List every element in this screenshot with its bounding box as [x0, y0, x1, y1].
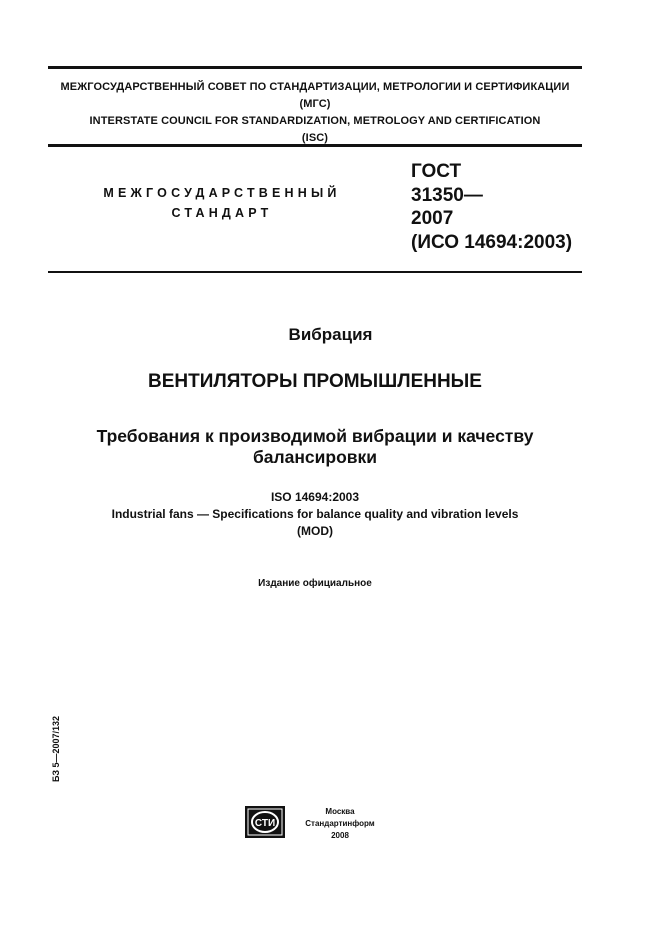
standard-type [72, 183, 372, 223]
publisher-logo-text: СТИ [254, 818, 276, 829]
subtitle-line1: Требования к производимой вибрации и качеству [96, 426, 534, 446]
council-en: INTERSTATE COUNCIL FOR STANDARDIZATION, METROLOGY AND CERTIFICATION [89, 115, 541, 127]
subtitle-line2: балансировки [252, 447, 378, 467]
category-title: Вибрация [288, 325, 373, 344]
publisher-block [300, 806, 380, 842]
edition-label: Издание официальное [258, 578, 372, 589]
middle-rule [48, 144, 582, 147]
designation [411, 160, 572, 254]
council-header [48, 79, 582, 147]
designation-prefix: ГОСТ [411, 161, 462, 182]
publisher-logo-icon [245, 806, 285, 838]
iso-reference [0, 489, 630, 540]
publisher-name: Стандартинформ [305, 819, 375, 828]
council-en-abbr: (ISC) [301, 132, 329, 144]
lower-rule [48, 271, 582, 273]
designation-iso-ref: (ИСО 14694:2003) [411, 231, 573, 253]
designation-year: 2007 [411, 208, 454, 229]
council-ru: МЕЖГОСУДАРСТВЕННЫЙ СОВЕТ ПО СТАНДАРТИЗАЦИИ, МЕТРОЛОГИИ И СЕРТИФИКАЦИИ [60, 81, 570, 93]
iso-mod: (MOD) [297, 524, 333, 538]
iso-number: ISO 14694:2003 [270, 490, 360, 504]
top-rule [48, 66, 582, 69]
subtitle [0, 426, 630, 468]
standard-type-line1: МЕЖГОСУДАРСТВЕННЫЙ [103, 186, 341, 200]
publisher-year: 2008 [331, 831, 349, 840]
publisher-city: Москва [325, 807, 355, 816]
council-ru-abbr: (МГС) [299, 98, 331, 110]
main-title: ВЕНТИЛЯТОРЫ ПРОМЫШЛЕННЫЕ [148, 371, 482, 392]
designation-number: 31350— [411, 184, 483, 206]
iso-title-en: Industrial fans — Specifications for balance quality and vibration levels [111, 507, 519, 521]
side-code: БЗ 5—2007/132 [51, 715, 61, 782]
standard-type-line2: СТАНДАРТ [171, 206, 273, 220]
